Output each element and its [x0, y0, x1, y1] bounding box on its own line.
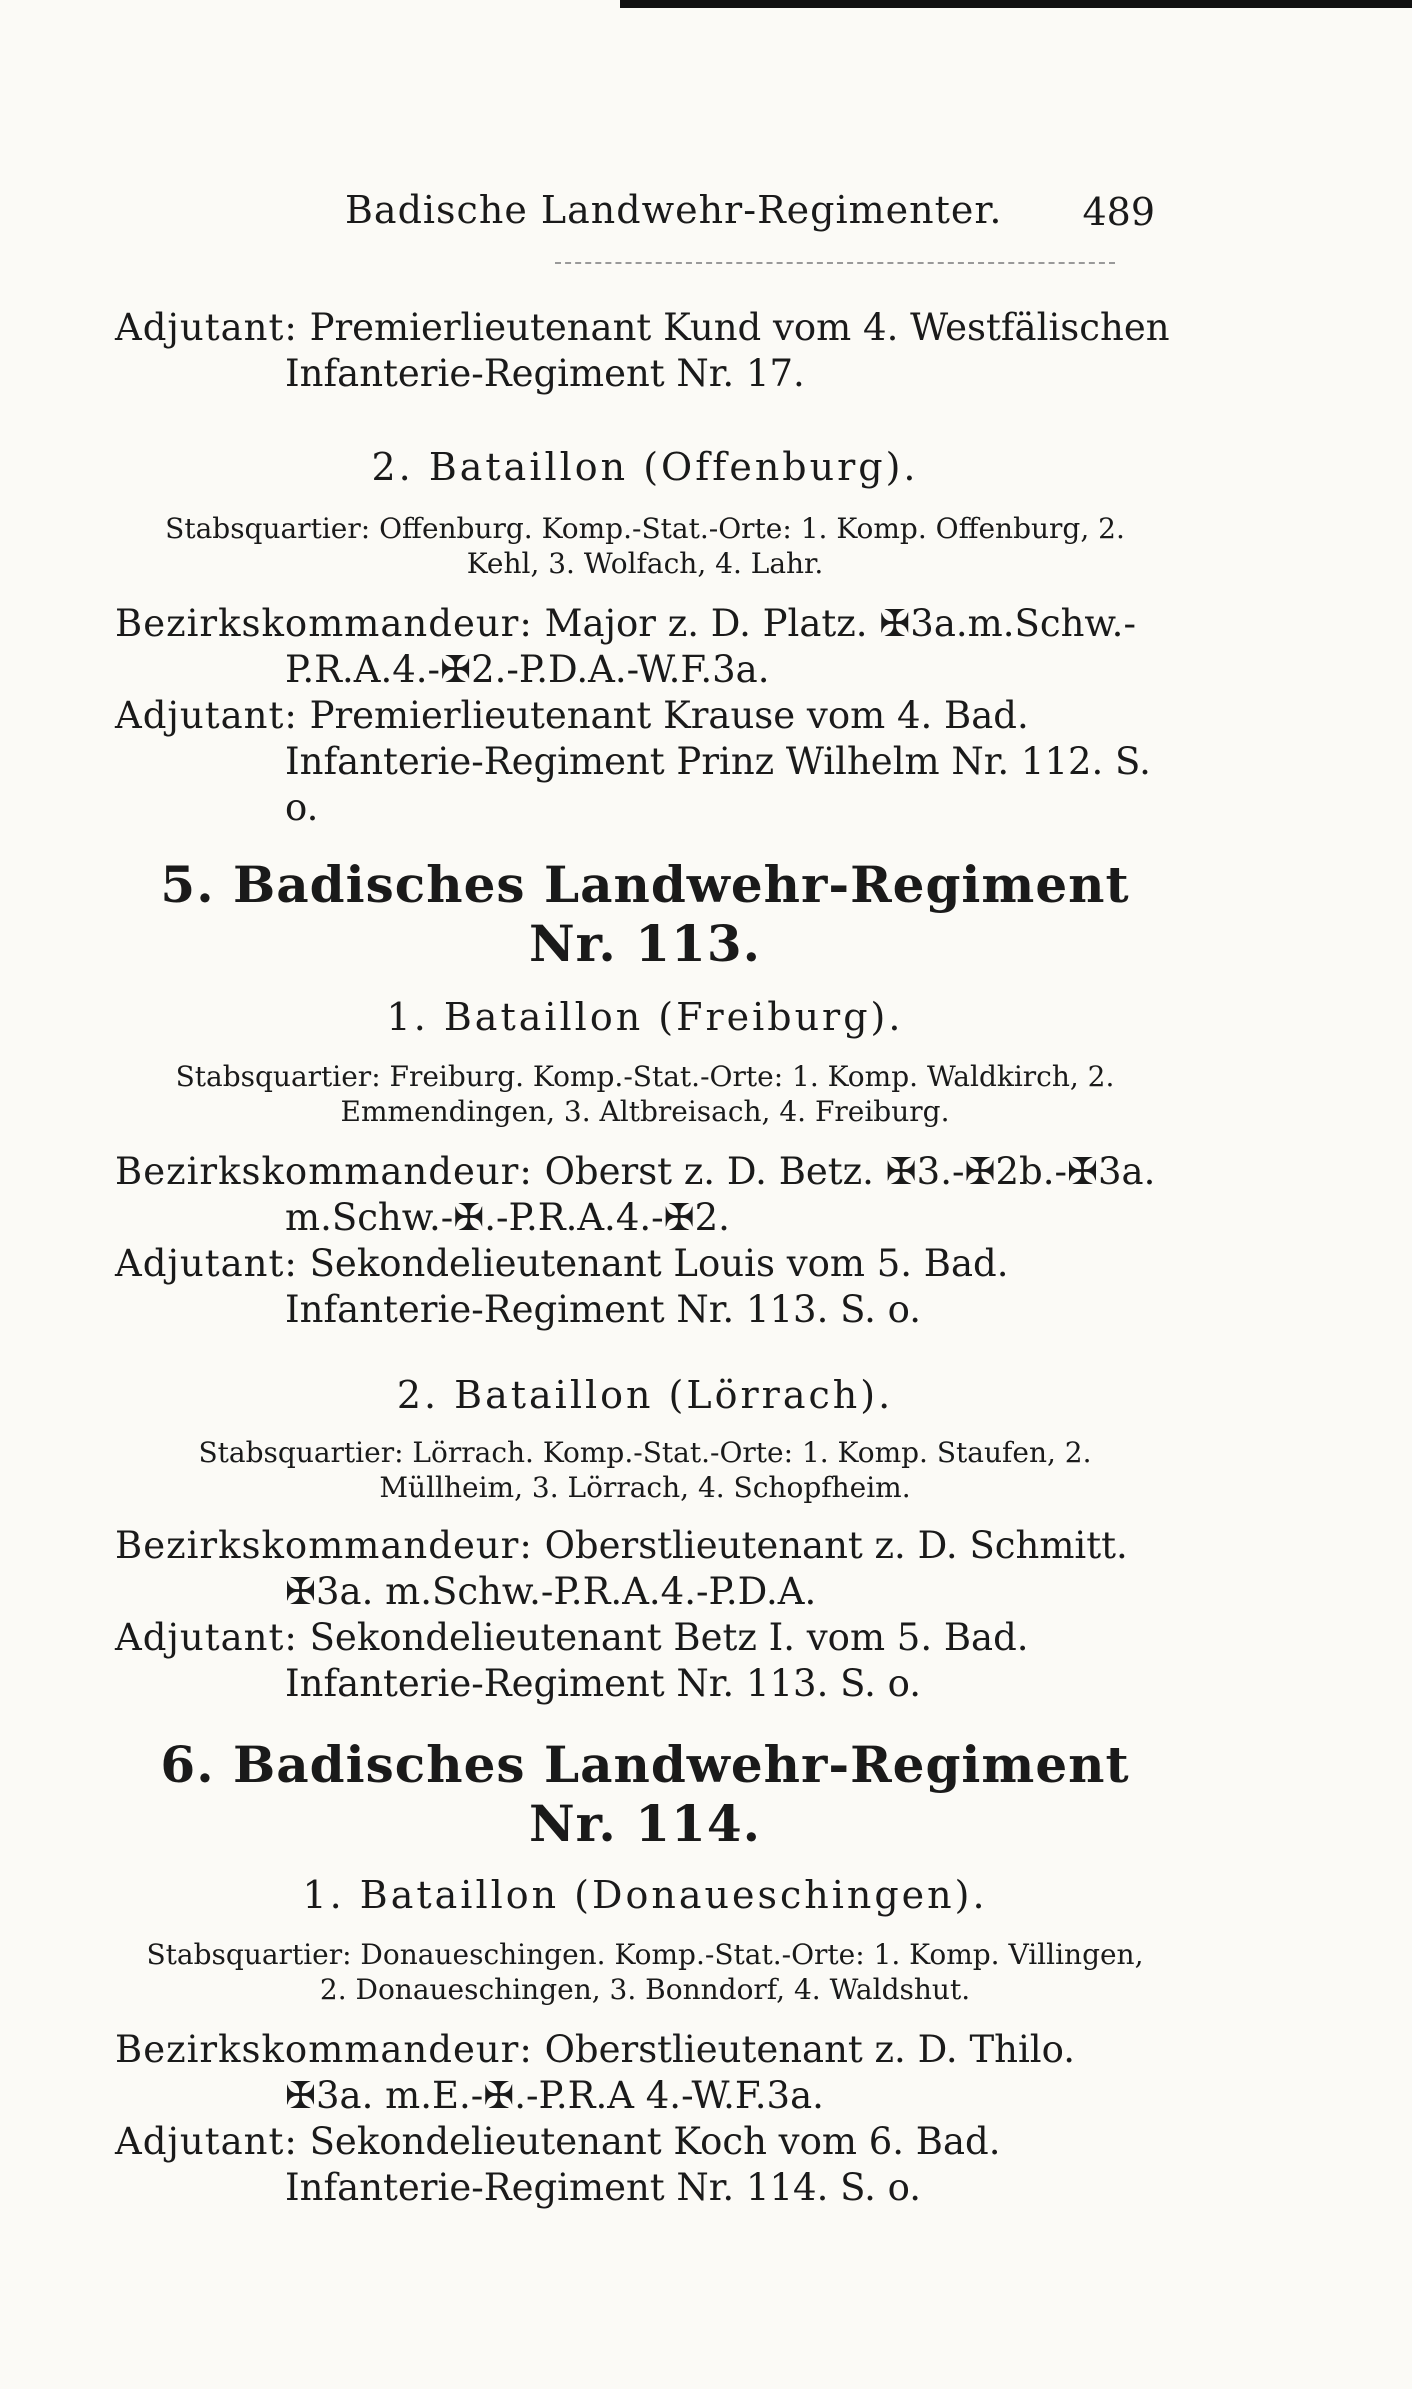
battalion-offenburg [115, 445, 1175, 831]
commander-text: Oberstlieutenant z. D. Schmitt. ✠3a. m.Schw.-P.R.A.4.-P.D.A. [285, 1524, 1128, 1613]
adjutant-entry [115, 693, 1175, 831]
district-commander-entry [115, 2027, 1175, 2119]
staff-quarters: Stabsquartier: Lörrach. Komp.-Stat.-Orte: 1. Komp. Staufen, 2. Müllheim, 3. Lörrach, 4. Schopfheim. [198, 1436, 1092, 1504]
commander-label: Bezirkskommandeur: [115, 602, 533, 645]
staff-quarters: Stabsquartier: Donaueschingen. Komp.-Stat.-Orte: 1. Komp. Villingen, 2. Donaueschingen, 3. Bonndorf, 4. Waldshut. [146, 1938, 1144, 2006]
district-commander-entry [115, 1149, 1175, 1241]
page-number: 489 [1082, 190, 1155, 234]
district-commander-entry [115, 601, 1175, 693]
commander-label: Bezirkskommandeur: [115, 1524, 533, 1567]
document-page [115, 0, 1175, 2389]
commander-text: Major z. D. Platz. ✠3a.m.Schw.-P.R.A.4.-✠2.-P.D.A.-W.F.3a. [285, 602, 1136, 691]
header-rule [555, 262, 1115, 264]
carryover-entry [115, 305, 1175, 397]
adjutant-entry [115, 2119, 1175, 2211]
adjutant-text: Sekondelieutenant Betz I. vom 5. Bad. Infanterie-Regiment Nr. 113. S. o. [285, 1616, 1029, 1705]
regiment-114 [115, 1735, 1175, 2211]
adjutant-label: Adjutant: [115, 2120, 298, 2163]
commander-label: Bezirkskommandeur: [115, 1150, 533, 1193]
adjutant-label: Adjutant: [115, 694, 298, 737]
running-title: Badische Landwehr-Regimenter. [345, 188, 1003, 232]
staff-quarters: Stabsquartier: Offenburg. Komp.-Stat.-Orte: 1. Komp. Offenburg, 2. Kehl, 3. Wolfach, 4. Lahr. [165, 512, 1125, 580]
regiment-title: 5. Badisches Landwehr-Regiment Nr. 113. [160, 855, 1130, 973]
adjutant-text: Sekondelieutenant Louis vom 5. Bad. Infanterie-Regiment Nr. 113. S. o. [285, 1242, 1009, 1331]
battalion-title: 2. Bataillon (Lörrach). [396, 1373, 894, 1417]
adjutant-entry [115, 305, 1175, 397]
adjutant-label: Adjutant: [115, 1242, 298, 1285]
regiment-113 [115, 855, 1175, 1707]
commander-text: Oberst z. D. Betz. ✠3.-✠2b.-✠3a. m.Schw.-✠.-P.R.A.4.-✠2. [285, 1150, 1156, 1239]
adjutant-entry [115, 1615, 1175, 1707]
adjutant-text: Premierlieutenant Krause vom 4. Bad. Infanterie-Regiment Prinz Wilhelm Nr. 112. S. o. [285, 694, 1151, 829]
staff-quarters: Stabsquartier: Freiburg. Komp.-Stat.-Orte: 1. Komp. Waldkirch, 2. Emmendingen, 3. Altbreisach, 4. Freiburg. [175, 1060, 1115, 1128]
running-head [115, 188, 1175, 248]
regiment-title: 6. Badisches Landwehr-Regiment Nr. 114. [160, 1735, 1130, 1853]
adjutant-entry [115, 1241, 1175, 1333]
battalion-title: 1. Bataillon (Freiburg). [386, 995, 904, 1039]
adjutant-text: Sekondelieutenant Koch vom 6. Bad. Infanterie-Regiment Nr. 114. S. o. [285, 2120, 1001, 2209]
battalion-title: 1. Bataillon (Donaueschingen). [302, 1873, 988, 1917]
adjutant-label: Adjutant: [115, 1616, 298, 1659]
commander-label: Bezirkskommandeur: [115, 2028, 533, 2071]
adjutant-text: Premierlieutenant Kund vom 4. Westfälischen Infanterie-Regiment Nr. 17. [285, 306, 1170, 395]
commander-text: Oberstlieutenant z. D. Thilo. ✠3a. m.E.-✠.-P.R.A 4.-W.F.3a. [285, 2028, 1076, 2117]
district-commander-entry [115, 1523, 1175, 1615]
adjutant-label: Adjutant: [115, 306, 298, 349]
battalion-title: 2. Bataillon (Offenburg). [371, 445, 919, 489]
